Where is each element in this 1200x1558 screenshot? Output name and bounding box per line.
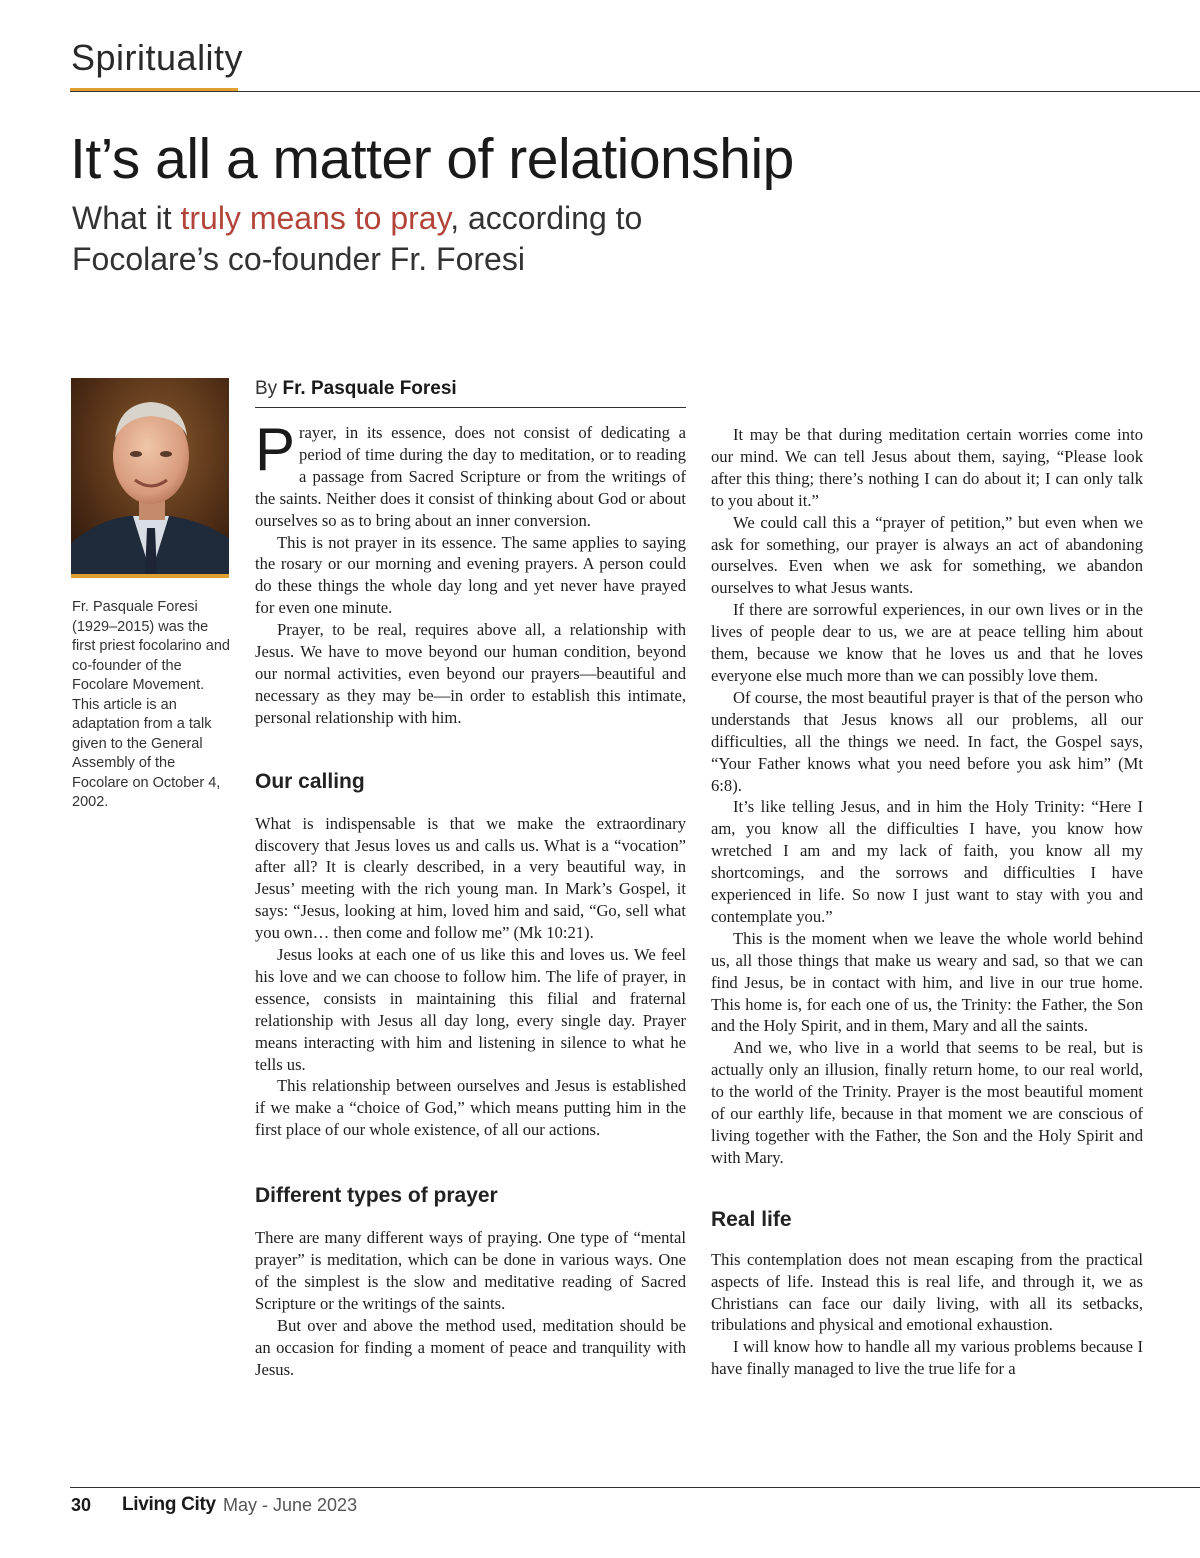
- portrait-accent-bar: [71, 574, 229, 578]
- header-divider: [70, 91, 1200, 92]
- subhead-text-pre: What it: [72, 200, 181, 236]
- article-subhead: [72, 198, 712, 280]
- article-paragraph: [255, 416, 686, 532]
- drop-cap: P: [255, 416, 296, 483]
- byline-prefix: By: [255, 378, 278, 399]
- article-column-right: [711, 424, 1143, 1380]
- article-paragraph: This relationship between ourselves and Jesus is established if we make a “choice of God,” which means putting him in the first place of our whole existence, of all our actions.: [255, 1076, 686, 1140]
- article-paragraph: But over and above the method used, meditation should be an occasion for finding a moment of peace and tranquility with Jesus.: [255, 1315, 686, 1379]
- article-paragraph: Jesus looks at each one of us like this and loves us. We feel his love and we can choose to follow him. The life of prayer, in essence, consists in maintaining this filial and fraternal relationship with Jesus all day long, every single day. Prayer means interacting with him and listening in silence to what he tells us.: [255, 945, 686, 1074]
- author-portrait: [71, 378, 229, 574]
- article-headline: It’s all a matter of relationship: [70, 127, 794, 191]
- article-paragraph: If there are sorrowful experiences, in our own lives or in the lives of people dear to us, we are at peace telling him about them, because we know that he loves us and that he loves everyone else much more than we can possibly love them.: [711, 600, 1143, 685]
- page-number: 30: [71, 1495, 92, 1515]
- section-heading: Different types of prayer: [255, 1184, 498, 1208]
- article-paragraph: It may be that during meditation certain worries come into our mind. We can tell Jesus about them, saying, “Please look after this thing; there’s nothing I can do about it; I can only talk to you about it.”: [711, 425, 1143, 510]
- article-paragraph: I will know how to handle all my various problems because I have finally managed to live the true life for a: [711, 1337, 1143, 1379]
- article-paragraph: This contemplation does not mean escaping from the practical aspects of life. Instead this is real life, and through it, we as Christians can face our daily living, with all its setbacks, tribulations and physical and emotional exhaustion.: [711, 1249, 1143, 1335]
- article-paragraph: This is not prayer in its essence. The same applies to saying the rosary or our morning and evening prayers. A person could do these things the whole day long and yet never have prayed for even one minute.: [255, 532, 686, 618]
- photo-caption: Fr. Pasquale Foresi (1929–2015) was the first priest focolarino and co-founder of the Focolare Movement. This article is an adaptation from a talk given to the General Assembly of the Focolare on October 4, 2002.: [72, 599, 230, 810]
- subhead-highlight: truly means to pray: [180, 200, 451, 236]
- article-paragraph: There are many different ways of praying. One type of “mental prayer” is meditation, which can be done in various ways. One of the simplest is the slow and meditative reading of Sacred Scripture or the writings of the saints.: [255, 1228, 686, 1313]
- section-label: Spirituality: [71, 37, 244, 78]
- byline-author: Fr. Pasquale Foresi: [282, 378, 457, 399]
- article-paragraph: This is the moment when we leave the whole world behind us, all those things that make us weary and sad, so that we can find Jesus, be in contact with him, and live in our true home. This home is, for each one of us, the Trinity: the Father, the Son and the Holy Spirit, and in them, Mary and all the saints.: [711, 928, 1143, 1036]
- issue-date: May - June 2023: [223, 1495, 358, 1515]
- article-column-left: [255, 416, 686, 1380]
- subhead-text-post: , according to Focolare’s co-founder Fr. Foresi: [72, 200, 643, 277]
- section-heading: Our calling: [255, 769, 365, 793]
- article-paragraph: What is indispensable is that we make the extraordinary discovery that Jesus loves us and calls us. What is a “vocation” after all? It is clearly described, in a very beautiful way, in Jesus’ meeting with the rich young man. In Mark’s Gospel, it says: “Jesus, looking at him, loved him and said, “Go, sell what you own… then come and follow me” (Mk 10:21).: [255, 813, 686, 943]
- article-paragraph: Prayer, to be real, requires above all, a relationship with Jesus. We have to move beyond our human condition, beyond our normal activities, even beyond our prayers—beautiful and necessary as they may be—in order to establish this intimate, personal relationship with him.: [255, 620, 686, 727]
- article-paragraph: Of course, the most beautiful prayer is that of the person who understands that Jesus knows all our problems, all our difficulties, all the things we need. In fact, the Gospel says, “Your Father knows what you need before you ask him” (Mt 6:8).: [711, 687, 1143, 795]
- section-heading: Real life: [711, 1207, 792, 1231]
- article-paragraph: We could call this a “prayer of petition,” but even when we ask for something, our prayer is always an act of abandoning ourselves. Even when we ask for something, we abandon ourselves to what Jesus wants.: [711, 512, 1143, 598]
- magazine-name: Living City: [122, 1494, 216, 1515]
- byline: [255, 378, 457, 400]
- article-paragraph: It’s like telling Jesus, and in him the Holy Trinity: “Here I am, you know all the difficulties I have, you know how wretched I am and my lack of faith, you know all my shortcomings, and the sorrows and difficulties I have experienced in life. So now I just want to stay with you and contemplate you.”: [711, 797, 1143, 926]
- paragraph-text: rayer, in its essence, does not consist of dedicating a period of time during the day to meditation, or to reading a passage from Sacred Scripture or from the writings of the saints. Neither does it consist of thinking about God or about ourselves so as to bring about an inner conversion.: [255, 423, 686, 530]
- footer-divider: [70, 1487, 1200, 1488]
- byline-divider: [255, 407, 686, 408]
- article-paragraph: And we, who live in a world that seems to be real, but is actually only an illusion, finally return home, to our real world, to the world of the Trinity. Prayer is the most beautiful moment of our earthly life, because in that moment we are conscious of living together with the Father, the Son and the Holy Spirit and with Mary.: [711, 1038, 1143, 1167]
